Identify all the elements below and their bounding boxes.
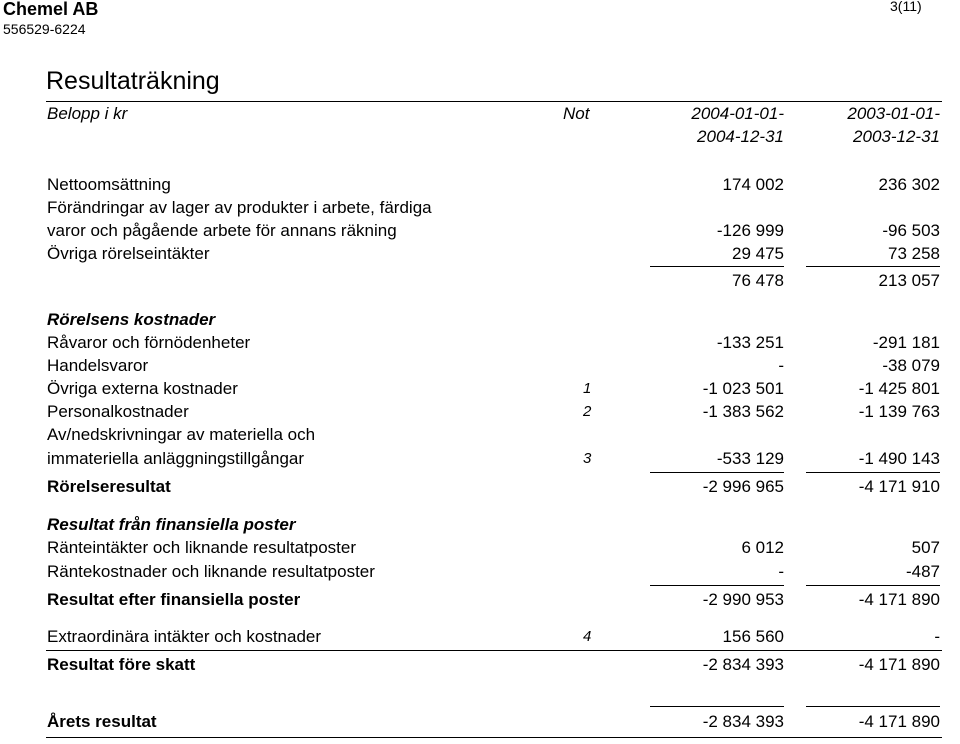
value-2003: -96 503 xyxy=(882,221,940,240)
row-ranteintakter xyxy=(0,538,960,560)
value-2004: - xyxy=(778,356,784,375)
row-lagerforandring-2 xyxy=(0,221,960,243)
row-label: Nettoomsättning xyxy=(47,175,171,194)
section-heading: Resultat från finansiella poster xyxy=(47,515,296,534)
row-ravaror xyxy=(0,333,960,355)
value-2003: 73 258 xyxy=(888,244,940,263)
row-extraordinara xyxy=(0,627,960,649)
value-2003: 236 302 xyxy=(878,175,940,194)
section-rorelsens-kostnader xyxy=(0,310,960,332)
note-reference: 4 xyxy=(583,628,592,645)
value-2004: -1 383 562 xyxy=(702,402,784,421)
period1-start: 2004-01-01- xyxy=(691,104,784,123)
row-label: varor och pågående arbete för annans räkning xyxy=(47,221,397,240)
row-label: Räntekostnader och liknande resultatposter xyxy=(47,562,375,581)
row-label: Resultat före skatt xyxy=(47,655,196,674)
value-2003: 213 057 xyxy=(878,271,940,290)
row-label: Personalkostnader xyxy=(47,402,189,421)
value-2004: -2 834 393 xyxy=(702,655,784,674)
subtotal-rule-2004 xyxy=(650,585,784,586)
final-double-rule xyxy=(46,737,942,738)
row-avskrivningar-1 xyxy=(0,425,960,447)
org-number: 556529-6224 xyxy=(3,21,86,37)
value-2004: -126 999 xyxy=(716,221,784,240)
value-2003: -4 171 890 xyxy=(858,712,940,731)
rule-before-pretax xyxy=(46,650,942,651)
value-2004: -533 129 xyxy=(716,449,784,468)
row-arets-resultat xyxy=(0,712,960,734)
subtotal-rule-2003 xyxy=(806,472,940,473)
subtotal-rule-2003 xyxy=(806,266,940,267)
row-rorelseresultat xyxy=(0,477,960,499)
note-reference: 1 xyxy=(583,380,592,397)
value-2003: -291 181 xyxy=(872,333,940,352)
period2-start: 2003-01-01- xyxy=(847,104,940,123)
row-avskrivningar-2 xyxy=(0,449,960,471)
row-label: Övriga rörelseintäkter xyxy=(47,244,210,263)
note-reference: 2 xyxy=(583,403,592,420)
value-2003: - xyxy=(934,627,940,646)
page-title: Resultaträkning xyxy=(46,67,220,95)
row-handelsvaror xyxy=(0,356,960,378)
value-2003: -4 171 910 xyxy=(858,477,940,496)
subtotal-rule-2004 xyxy=(650,472,784,473)
page-number: 3(11) xyxy=(890,0,922,14)
row-label: Råvaror och förnödenheter xyxy=(47,333,251,352)
row-ovriga-rorelseintakter xyxy=(0,244,960,266)
column-label-amount: Belopp i kr xyxy=(47,104,128,123)
period2-end: 2003-12-31 xyxy=(853,127,940,146)
value-2003: -4 171 890 xyxy=(858,655,940,674)
note-reference: 3 xyxy=(583,450,592,467)
row-personalkostnader xyxy=(0,402,960,424)
value-2003: -487 xyxy=(905,562,940,581)
period1-end: 2004-12-31 xyxy=(697,127,784,146)
total-rule-2003 xyxy=(806,706,940,707)
value-2003: -1 139 763 xyxy=(858,402,940,421)
value-2004: -2 834 393 xyxy=(702,712,784,731)
section-heading: Rörelsens kostnader xyxy=(47,310,216,329)
row-label: Förändringar av lager av produkter i arbete, färdiga xyxy=(47,198,432,217)
row-summa-intakter xyxy=(0,271,960,293)
row-label: Övriga externa kostnader xyxy=(47,379,238,398)
value-2003: -1 490 143 xyxy=(858,449,940,468)
value-2004: 156 560 xyxy=(722,627,784,646)
row-label: Resultat efter finansiella poster xyxy=(47,590,301,609)
row-ovriga-externa-kostnader xyxy=(0,379,960,401)
value-2003: -38 079 xyxy=(882,356,940,375)
value-2003: 507 xyxy=(911,538,940,557)
value-2004: 174 002 xyxy=(722,175,784,194)
total-rule-2004 xyxy=(650,706,784,707)
row-label: Av/nedskrivningar av materiella och xyxy=(47,425,316,444)
subtotal-rule-2003 xyxy=(806,585,940,586)
value-2004: 29 475 xyxy=(732,244,784,263)
row-rantekostnader xyxy=(0,562,960,584)
row-label: Extraordinära intäkter och kostnader xyxy=(47,627,322,646)
row-label: Ränteintäkter och liknande resultatposter xyxy=(47,538,357,557)
subtotal-rule-2004 xyxy=(650,266,784,267)
row-resultat-fore-skatt xyxy=(0,655,960,677)
value-2003: -4 171 890 xyxy=(858,590,940,609)
row-nettoomsattning xyxy=(0,175,960,197)
row-label: Årets resultat xyxy=(47,712,157,731)
section-finansiella-poster xyxy=(0,515,960,537)
company-name: Chemel AB xyxy=(3,0,99,19)
value-2004: -133 251 xyxy=(716,333,784,352)
value-2004: -2 990 953 xyxy=(702,590,784,609)
value-2003: -1 425 801 xyxy=(858,379,940,398)
row-lagerforandring-1 xyxy=(0,198,960,220)
value-2004: - xyxy=(778,562,784,581)
row-label: immateriella anläggningstillgångar xyxy=(47,449,305,468)
value-2004: -2 996 965 xyxy=(702,477,784,496)
value-2004: 6 012 xyxy=(741,538,784,557)
value-2004: -1 023 501 xyxy=(702,379,784,398)
row-label: Handelsvaror xyxy=(47,356,149,375)
row-resultat-efter-finansiella xyxy=(0,590,960,612)
value-2004: 76 478 xyxy=(732,271,784,290)
column-label-note: Not xyxy=(563,104,590,123)
header-rule xyxy=(46,101,942,102)
row-label: Rörelseresultat xyxy=(47,477,171,496)
